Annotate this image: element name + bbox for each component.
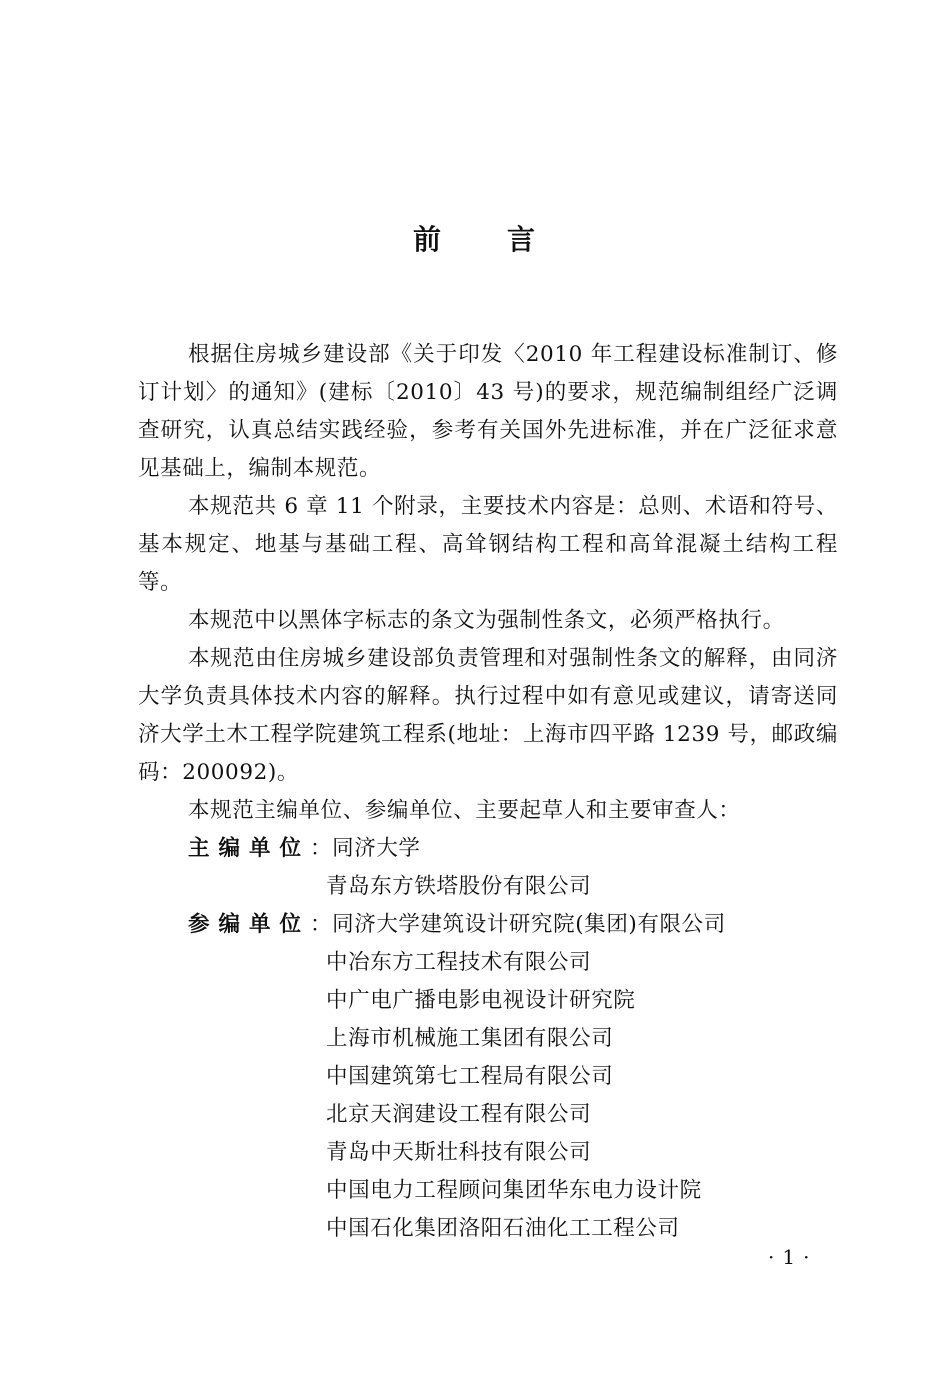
participating-unit-item: 中广电广播电影电视设计研究院 — [326, 988, 636, 1013]
page-title — [0, 218, 950, 258]
participating-unit-colon: ： — [310, 912, 333, 937]
participating-unit-row — [188, 906, 726, 944]
title-char-2: 言 — [507, 223, 538, 256]
paragraph-mandatory: 本规范中以黑体字标志的条文为强制性条文，必须严格执行。 — [188, 608, 785, 633]
participating-unit-item: 中国石化集团洛阳石油化工工程公司 — [326, 1216, 680, 1241]
page-number: ·1· — [768, 1245, 818, 1269]
participating-unit-item: 上海市机械施工集团有限公司 — [326, 1026, 614, 1051]
participating-unit-item: 中冶东方工程技术有限公司 — [326, 950, 592, 975]
chief-unit-colon: ： — [310, 836, 333, 861]
chief-unit-item: 同济大学 — [332, 836, 421, 861]
paragraph-management: 本规范由住房城乡建设部负责管理和对强制性条文的解释，由同济大学负责具体技术内容的解释。执行过程中如有意见或建议，请寄送同济大学土木工程学院建筑工程系(地址：上海市四平路 1239 号，邮政编码：200092)。 — [138, 646, 838, 785]
participating-unit-item: 中国建筑第七工程局有限公司 — [326, 1064, 614, 1089]
paragraph-contents: 本规范共 6 章 11 个附录，主要技术内容是：总则、术语和符号、基本规定、地基与基础工程、高耸钢结构工程和高耸混凝土结构工程等。 — [138, 494, 838, 595]
paragraph-basis: 根据住房城乡建设部《关于印发〈2010 年工程建设标准制订、修订计划〉的通知》(建标〔2010〕43 号)的要求，规范编制组经广泛调查研究，认真总结实践经验，参考有关国外先进标准，并在广泛征求意见基础上，编制本规范。 — [138, 342, 838, 481]
chief-unit-label: 主编单位 — [188, 836, 311, 861]
participating-unit-item: 同济大学建筑设计研究院(集团)有限公司 — [332, 912, 726, 937]
title-char-1: 前 — [412, 223, 443, 256]
chief-unit-row — [188, 830, 421, 868]
participating-unit-item: 中国电力工程顾问集团华东电力设计院 — [326, 1178, 702, 1203]
participating-unit-label: 参编单位 — [188, 912, 311, 937]
paragraph-units-intro: 本规范主编单位、参编单位、主要起草人和主要审查人： — [188, 798, 741, 823]
chief-unit-item: 青岛东方铁塔股份有限公司 — [326, 874, 592, 899]
participating-unit-item: 北京天润建设工程有限公司 — [326, 1102, 592, 1127]
participating-unit-item: 青岛中天斯壮科技有限公司 — [326, 1140, 592, 1165]
